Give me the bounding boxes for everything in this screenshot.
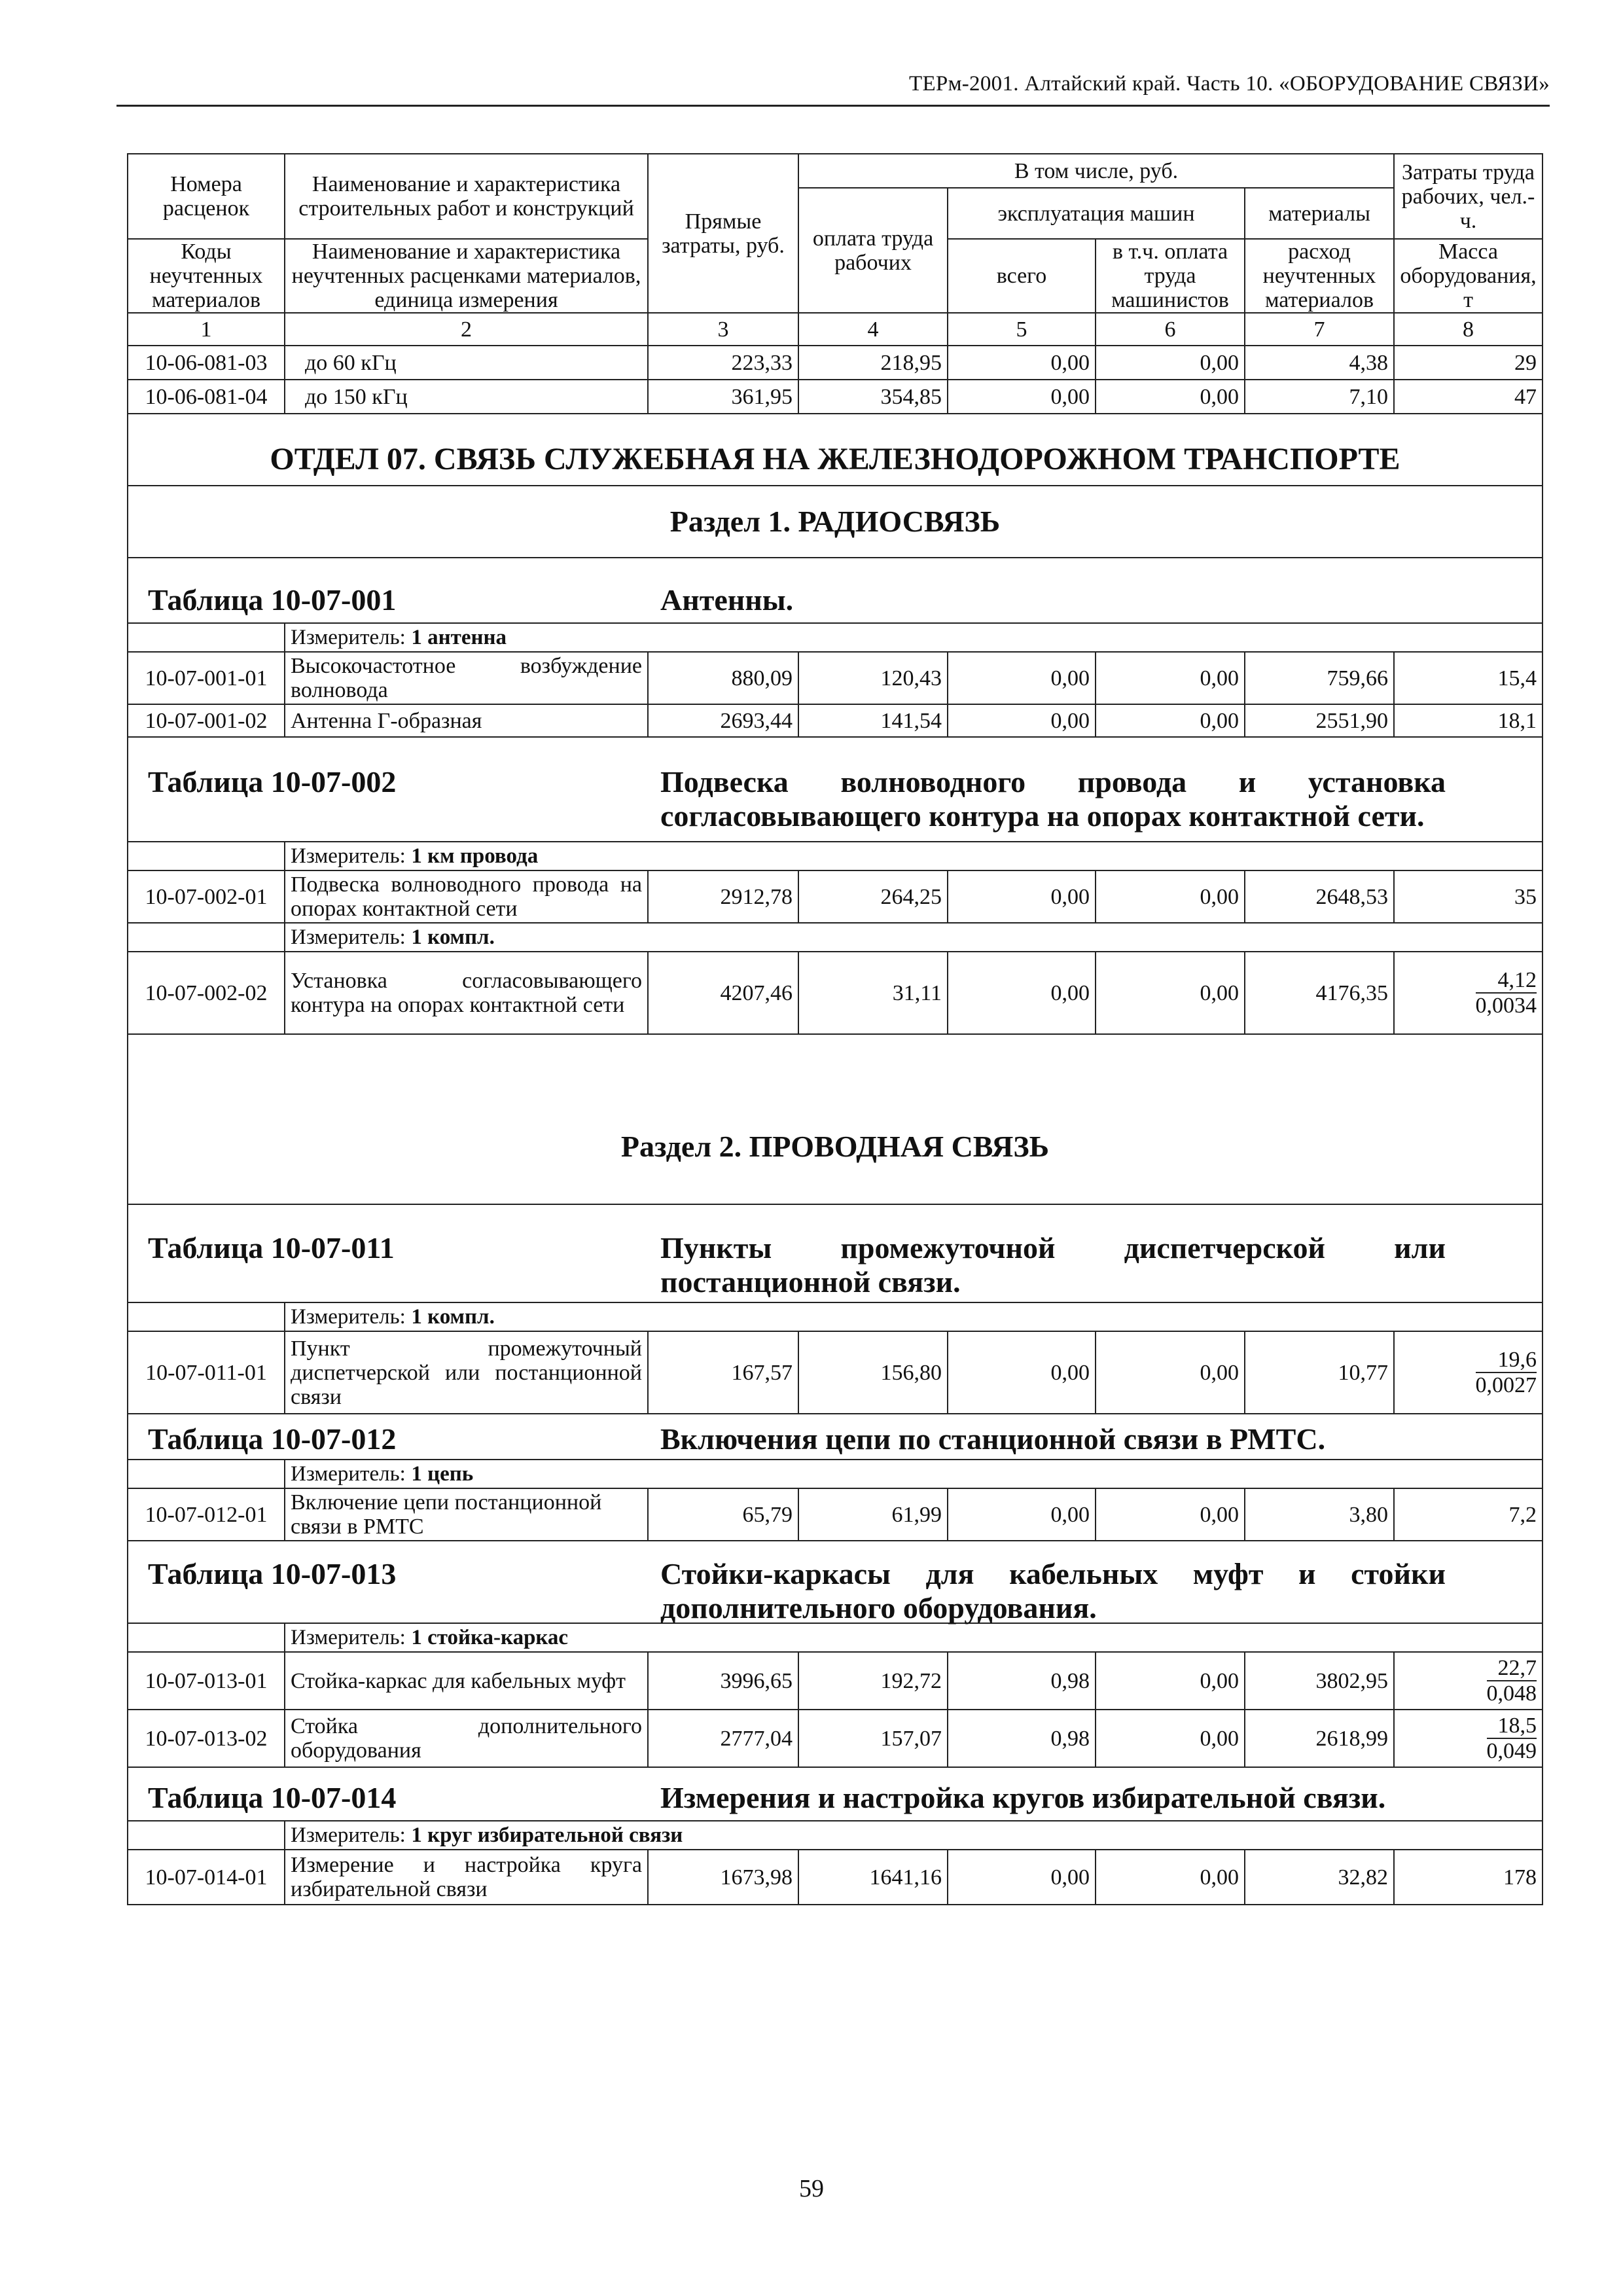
rate-code: 10-07-013-02 <box>128 1710 285 1767</box>
direct-costs: 880,09 <box>648 652 798 704</box>
labor-pay: 61,99 <box>798 1488 948 1541</box>
labor-pay: 1641,16 <box>798 1850 948 1905</box>
column-numbers-row <box>128 313 1543 346</box>
labor-pay: 157,07 <box>798 1710 948 1767</box>
labor-hours: 47 <box>1394 380 1543 414</box>
table-number: Таблица 10-07-014 <box>148 1781 397 1814</box>
labor-pay: 31,11 <box>798 952 948 1034</box>
section-title: Раздел 2. ПРОВОДНАЯ СВЯЗЬ <box>620 1130 1050 1163</box>
meter-label: Измеритель: <box>291 626 406 649</box>
rate-name: Установка согласовывающего контура на опорах контактной сети <box>285 952 648 1034</box>
machines-total: 0,98 <box>948 1710 1096 1767</box>
direct-costs: 361,95 <box>648 380 798 414</box>
labor-pay: 354,85 <box>798 380 948 414</box>
rate-name: до 150 кГц <box>285 380 648 414</box>
rate-code: 10-07-002-02 <box>128 952 285 1034</box>
direct-costs: 2912,78 <box>648 870 798 923</box>
direct-costs: 4207,46 <box>648 952 798 1034</box>
rate-code: 10-07-012-01 <box>128 1488 285 1541</box>
labor-pay: 156,80 <box>798 1331 948 1414</box>
direct-costs: 2777,04 <box>648 1710 798 1767</box>
machines-total: 0,00 <box>948 1488 1096 1541</box>
col-number: 5 <box>948 313 1096 346</box>
materials-cost: 3802,95 <box>1245 1652 1394 1710</box>
measurement-unit <box>285 1302 1543 1331</box>
direct-costs: 2693,44 <box>648 704 798 737</box>
header-machine-op: эксплуатация машин <box>948 188 1245 239</box>
equipment-mass: 0,048 <box>1486 1681 1537 1706</box>
labor-hours-mass <box>1394 1710 1543 1767</box>
header-direct-costs: Прямые затраты, руб. <box>648 154 798 313</box>
labor-hours: 29 <box>1394 346 1543 380</box>
materials-cost: 7,10 <box>1245 380 1394 414</box>
machinists-pay: 0,00 <box>1096 652 1245 704</box>
table-row <box>128 1850 1543 1905</box>
meter-value: 1 цепь <box>411 1462 474 1486</box>
page-number: 59 <box>799 2175 824 2202</box>
col-number: 7 <box>1245 313 1394 346</box>
meter-label: Измеритель: <box>291 844 406 868</box>
equipment-mass: 0,0034 <box>1475 994 1537 1018</box>
labor-hours: 178 <box>1394 1850 1543 1905</box>
table-title: Подвеска волноводного провода и установка согласовывающего контура на опорах контактной сети. <box>660 765 1446 833</box>
machinists-pay: 0,00 <box>1096 1652 1245 1710</box>
meter-value: 1 компл. <box>411 1305 495 1329</box>
table-title: Пункты промежуточной диспетчерской или постанционной связи. <box>660 1231 1446 1299</box>
labor-pay: 218,95 <box>798 346 948 380</box>
equipment-mass: 0,0027 <box>1475 1373 1537 1397</box>
col-number: 8 <box>1394 313 1543 346</box>
rate-code: 10-07-001-02 <box>128 704 285 737</box>
rate-code: 10-07-001-01 <box>128 652 285 704</box>
rate-name: Подвеска волноводного провода на опорах контактной сети <box>285 870 648 923</box>
labor-hours: 18,1 <box>1394 704 1543 737</box>
header-equipment-mass: Масса оборудования, т <box>1394 239 1543 313</box>
labor-pay: 141,54 <box>798 704 948 737</box>
labor-hours: 18,5 <box>1497 1713 1537 1738</box>
rate-name: Высокочастотное возбуждение волновода <box>285 652 648 704</box>
table-row <box>128 1652 1543 1710</box>
header-work-name: Наименование и характеристика строительных работ и конструкций <box>285 154 648 239</box>
machines-total: 0,00 <box>948 704 1096 737</box>
col-number: 3 <box>648 313 798 346</box>
machinists-pay: 0,00 <box>1096 1488 1245 1541</box>
machinists-pay: 0,00 <box>1096 952 1245 1034</box>
rates-table <box>127 153 1543 1905</box>
labor-hours-mass <box>1394 1652 1543 1710</box>
machines-total: 0,00 <box>948 346 1096 380</box>
table-row <box>128 952 1543 1034</box>
table-row <box>128 704 1543 737</box>
machines-total: 0,00 <box>948 652 1096 704</box>
meter-value: 1 компл. <box>411 925 495 949</box>
measurement-unit <box>285 923 1543 952</box>
table-number: Таблица 10-07-013 <box>148 1557 397 1590</box>
table-number: Таблица 10-07-001 <box>148 583 397 617</box>
labor-hours: 19,6 <box>1497 1348 1537 1372</box>
header-unaccounted-materials: расход неучтенных материалов <box>1245 239 1394 313</box>
table-number: Таблица 10-07-002 <box>148 765 397 798</box>
machinists-pay: 0,00 <box>1096 1850 1245 1905</box>
col-number: 4 <box>798 313 948 346</box>
rate-name: Пункт промежуточный диспетчерской или постанционной связи <box>285 1331 648 1414</box>
labor-hours: 4,12 <box>1497 968 1537 992</box>
materials-cost: 4,38 <box>1245 346 1394 380</box>
table-number: Таблица 10-07-011 <box>148 1231 395 1265</box>
table-number: Таблица 10-07-012 <box>148 1422 397 1456</box>
machinists-pay: 0,00 <box>1096 380 1245 414</box>
col-number: 2 <box>285 313 648 346</box>
direct-costs: 167,57 <box>648 1331 798 1414</box>
header-material-name: Наименование и характеристика неучтенных расценками материалов, единица измерения <box>285 239 648 313</box>
labor-hours: 7,2 <box>1394 1488 1543 1541</box>
table-row <box>128 1488 1543 1541</box>
direct-costs: 1673,98 <box>648 1850 798 1905</box>
labor-pay: 264,25 <box>798 870 948 923</box>
header-materials: материалы <box>1245 188 1394 239</box>
rate-name: Стойка дополнительного оборудования <box>285 1710 648 1767</box>
meter-label: Измеритель: <box>291 1823 406 1847</box>
rate-code: 10-07-013-01 <box>128 1652 285 1710</box>
meter-label: Измеритель: <box>291 925 406 949</box>
meter-label: Измеритель: <box>291 1626 406 1649</box>
meter-value: 1 стойка-каркас <box>411 1626 569 1649</box>
labor-hours: 22,7 <box>1497 1656 1537 1680</box>
rate-name: Включение цепи постанционной связи в РМТС <box>285 1488 648 1541</box>
table-row <box>128 652 1543 704</box>
machinists-pay: 0,00 <box>1096 704 1245 737</box>
machines-total: 0,00 <box>948 1850 1096 1905</box>
measurement-unit <box>285 1460 1543 1488</box>
running-header: ТЕРм-2001. Алтайский край. Часть 10. «ОБОРУДОВАНИЕ СВЯЗИ» <box>909 72 1550 96</box>
table-row <box>128 346 1543 380</box>
materials-cost: 2648,53 <box>1245 870 1394 923</box>
machines-total: 0,98 <box>948 1652 1096 1710</box>
labor-pay: 192,72 <box>798 1652 948 1710</box>
header-labor-pay: оплата труда рабочих <box>798 188 948 313</box>
machines-total: 0,00 <box>948 380 1096 414</box>
meter-value: 1 антенна <box>411 626 507 649</box>
measurement-unit <box>285 1821 1543 1850</box>
rate-code: 10-06-081-03 <box>128 346 285 380</box>
machinists-pay: 0,00 <box>1096 1331 1245 1414</box>
measurement-unit <box>285 842 1543 870</box>
header-labor-costs: Затраты труда рабочих, чел.-ч. <box>1394 154 1543 239</box>
materials-cost: 4176,35 <box>1245 952 1394 1034</box>
table-row <box>128 1710 1543 1767</box>
rate-code: 10-07-002-01 <box>128 870 285 923</box>
equipment-mass: 0,049 <box>1486 1739 1537 1763</box>
materials-cost: 3,80 <box>1245 1488 1394 1541</box>
meter-value: 1 круг избирательной связи <box>411 1823 683 1847</box>
table-row <box>128 380 1543 414</box>
materials-cost: 759,66 <box>1245 652 1394 704</box>
machinists-pay: 0,00 <box>1096 870 1245 923</box>
rate-name: Стойка-каркас для кабельных муфт <box>285 1652 648 1710</box>
header-total: всего <box>948 239 1096 313</box>
header-rates-numbers: Номера расценок <box>128 154 285 239</box>
materials-cost: 32,82 <box>1245 1850 1394 1905</box>
labor-hours-mass <box>1394 1331 1543 1414</box>
table-title: Стойки-каркасы для кабельных муфт и стойки дополнительного оборудования. <box>660 1557 1446 1624</box>
table-title: Включения цепи по станционной связи в РМТС. <box>660 1422 1326 1456</box>
department-title: ОТДЕЛ 07. СВЯЗЬ СЛУЖЕБНАЯ НА ЖЕЛЕЗНОДОРОЖНОМ ТРАНСПОРТЕ <box>270 442 1400 476</box>
labor-hours: 15,4 <box>1394 652 1543 704</box>
table-title: Измерения и настройка кругов избирательной связи. <box>660 1781 1386 1814</box>
rate-code: 10-06-081-04 <box>128 380 285 414</box>
table-row <box>128 1331 1543 1414</box>
machinists-pay: 0,00 <box>1096 346 1245 380</box>
meter-label: Измеритель: <box>291 1462 406 1486</box>
measurement-unit <box>285 1623 1543 1652</box>
header-material-codes: Коды неучтенных материалов <box>128 239 285 313</box>
direct-costs: 223,33 <box>648 346 798 380</box>
col-number: 6 <box>1096 313 1245 346</box>
rate-name: до 60 кГц <box>285 346 648 380</box>
col-number: 1 <box>128 313 285 346</box>
labor-hours-mass <box>1394 952 1543 1034</box>
header-rule <box>116 105 1550 107</box>
table-row <box>128 870 1543 923</box>
meter-value: 1 км провода <box>411 844 539 868</box>
materials-cost: 10,77 <box>1245 1331 1394 1414</box>
machines-total: 0,00 <box>948 870 1096 923</box>
section-title: Раздел 1. РАДИОСВЯЗЬ <box>669 505 1001 538</box>
rate-name: Антенна Г-образная <box>285 704 648 737</box>
machines-total: 0,00 <box>948 1331 1096 1414</box>
direct-costs: 3996,65 <box>648 1652 798 1710</box>
measurement-unit <box>285 623 1543 652</box>
materials-cost: 2618,99 <box>1245 1710 1394 1767</box>
labor-hours: 35 <box>1394 870 1543 923</box>
rate-code: 10-07-014-01 <box>128 1850 285 1905</box>
table-title: Антенны. <box>660 583 794 617</box>
rate-name: Измерение и настройка круга избирательной связи <box>285 1850 648 1905</box>
header-machinist-pay: в т.ч. оплата труда машинистов <box>1096 239 1245 313</box>
materials-cost: 2551,90 <box>1245 704 1394 737</box>
machinists-pay: 0,00 <box>1096 1710 1245 1767</box>
direct-costs: 65,79 <box>648 1488 798 1541</box>
machines-total: 0,00 <box>948 952 1096 1034</box>
labor-pay: 120,43 <box>798 652 948 704</box>
rate-code: 10-07-011-01 <box>128 1331 285 1414</box>
header-including: В том числе, руб. <box>798 154 1394 188</box>
meter-label: Измеритель: <box>291 1305 406 1329</box>
